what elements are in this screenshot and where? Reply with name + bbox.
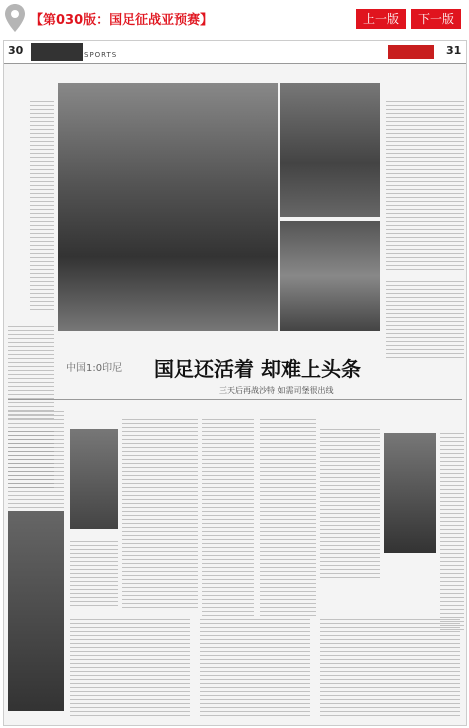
right-column-text-2 [386, 281, 464, 361]
right-column-text [386, 101, 464, 271]
newspaper-logo [388, 45, 434, 59]
article-5-text [320, 429, 380, 579]
article-9-text [320, 619, 460, 719]
column-logo [31, 43, 83, 61]
article-2-text-b [70, 541, 118, 609]
lippi-portrait-photo [384, 433, 436, 553]
sub-headline: 三天后再战沙特 如需司堡很出线 [219, 386, 334, 395]
article-7-text [70, 619, 190, 719]
left-column-text [8, 326, 54, 421]
article-2-text [122, 419, 198, 609]
left-page-number: 30 [8, 44, 24, 57]
article-8-text [200, 619, 310, 719]
article-3-text [202, 419, 254, 619]
player-photo [8, 511, 64, 711]
intro-text-column [30, 101, 54, 311]
coach-celebration-photo [280, 83, 380, 217]
coach-portrait-photo [70, 429, 118, 529]
top-navigation-bar [0, 0, 469, 36]
fans-stands-photo [280, 221, 380, 331]
article-6-text [440, 433, 464, 633]
section-label: SPORTS [84, 51, 118, 59]
newspaper-page-image [3, 40, 467, 726]
main-headline: 国足还活着 却难上头条 [154, 357, 361, 381]
score-caption: 中国1:0印尼 [66, 363, 123, 374]
section-divider [8, 399, 462, 400]
page-header-strip [4, 41, 466, 64]
edition-title: 【第030版：国足征战亚预赛】 [30, 13, 214, 28]
right-page-number: 31 [446, 44, 462, 57]
previous-edition-button[interactable]: 上一版 [356, 9, 406, 29]
map-pin-icon [4, 3, 26, 33]
article-1-text [8, 411, 64, 511]
next-edition-button[interactable]: 下一版 [411, 9, 461, 29]
article-4-text [260, 419, 316, 619]
main-goalkeeper-photo [58, 83, 278, 331]
